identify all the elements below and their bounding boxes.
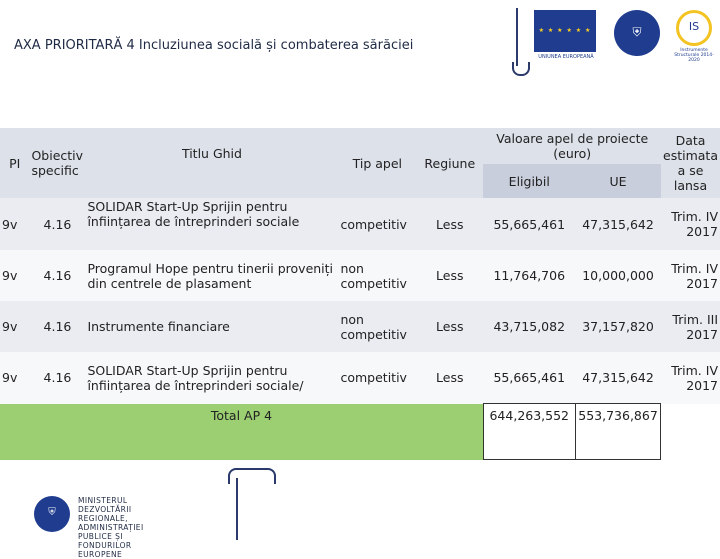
cell-obiectiv: 4.16 [29, 301, 85, 352]
header-pi: PI [0, 128, 29, 198]
total-eligibil: 644,263,552 [483, 404, 575, 460]
cell-obiectiv: 4.16 [29, 198, 85, 250]
cell-regiune: Less [416, 250, 483, 301]
total-row [0, 404, 720, 460]
header-tip: Tip apel [338, 128, 416, 198]
cell-data: Trim. IV 2017 [661, 352, 720, 404]
cell-ue: 10,000,000 [575, 250, 661, 301]
cell-eligibil: 55,665,461 [483, 198, 575, 250]
cell-pi: 9v [0, 301, 29, 352]
cell-ue: 47,315,642 [575, 198, 661, 250]
cell-obiectiv: 4.16 [29, 352, 85, 404]
cell-pi: 9v [0, 250, 29, 301]
decorative-line [516, 8, 518, 66]
structural-instruments-logo: IS [676, 10, 712, 46]
cell-tip: competitiv [338, 352, 416, 404]
ministry-name: MINISTERUL DEZVOLTĂRII REGIONALE, ADMINISTRAȚIEI PUBLICE ȘI FONDURILOR EUROPENE [78, 496, 144, 559]
eu-logo-caption: UNIUNEA EUROPEANĂ [538, 54, 594, 60]
cell-eligibil: 55,665,461 [483, 352, 575, 404]
decorative-line [236, 478, 238, 540]
table-row [0, 352, 720, 404]
header-obiectiv: Obiectiv specific [29, 128, 85, 198]
cell-pi: 9v [0, 352, 29, 404]
cell-ue: 47,315,642 [575, 352, 661, 404]
header-regiune: Regiune [416, 128, 483, 198]
header-valoare: Valoare apel de proiecte (euro) [483, 128, 661, 164]
calls-table [0, 128, 720, 460]
structural-instruments-caption: Instrumente Structurale 2014-2020 [674, 48, 714, 63]
decorative-hook [512, 62, 530, 76]
table-row [0, 301, 720, 352]
eu-flag-logo: ★ ★ ★ ★ ★ ★ [534, 10, 596, 52]
cell-data: Trim. IV 2017 [661, 250, 720, 301]
cell-tip: competitiv [338, 198, 416, 250]
header-titlu: Titlu Ghid [85, 128, 338, 198]
cell-regiune: Less [416, 301, 483, 352]
cell-regiune: Less [416, 352, 483, 404]
header-ue: UE [575, 164, 661, 198]
header-eligibil: Eligibil [483, 164, 575, 198]
table-row [0, 250, 720, 301]
table-row [0, 198, 720, 250]
cell-titlu: Programul Hope pentru tinerii proveniți din centrele de plasament [85, 250, 338, 301]
cell-regiune: Less [416, 198, 483, 250]
cell-pi: 9v [0, 198, 29, 250]
cell-eligibil: 43,715,082 [483, 301, 575, 352]
cell-eligibil: 11,764,706 [483, 250, 575, 301]
header-data: Data estimata a se lansa [661, 128, 720, 198]
cell-titlu: SOLIDAR Start-Up Sprijin pentru înființarea de întreprinderi sociale/ [85, 352, 338, 404]
ministry-logo: ⛨ [34, 496, 70, 532]
government-logo: ⛨ [614, 10, 660, 56]
total-label: Total AP 4 [0, 404, 483, 460]
cell-data: Trim. IV 2017 [661, 198, 720, 250]
cell-obiectiv: 4.16 [29, 250, 85, 301]
page-title: AXA PRIORITARĂ 4 Incluziunea socială și combaterea sărăciei [14, 38, 414, 53]
total-ue: 553,736,867 [575, 404, 661, 460]
cell-data: Trim. III 2017 [661, 301, 720, 352]
cell-tip: non competitiv [338, 250, 416, 301]
cell-titlu: Instrumente financiare [85, 301, 338, 352]
cell-tip: non competitiv [338, 301, 416, 352]
cell-ue: 37,157,820 [575, 301, 661, 352]
cell-titlu: SOLIDAR Start-Up Sprijin pentru înființarea de întreprinderi sociale [85, 198, 338, 250]
